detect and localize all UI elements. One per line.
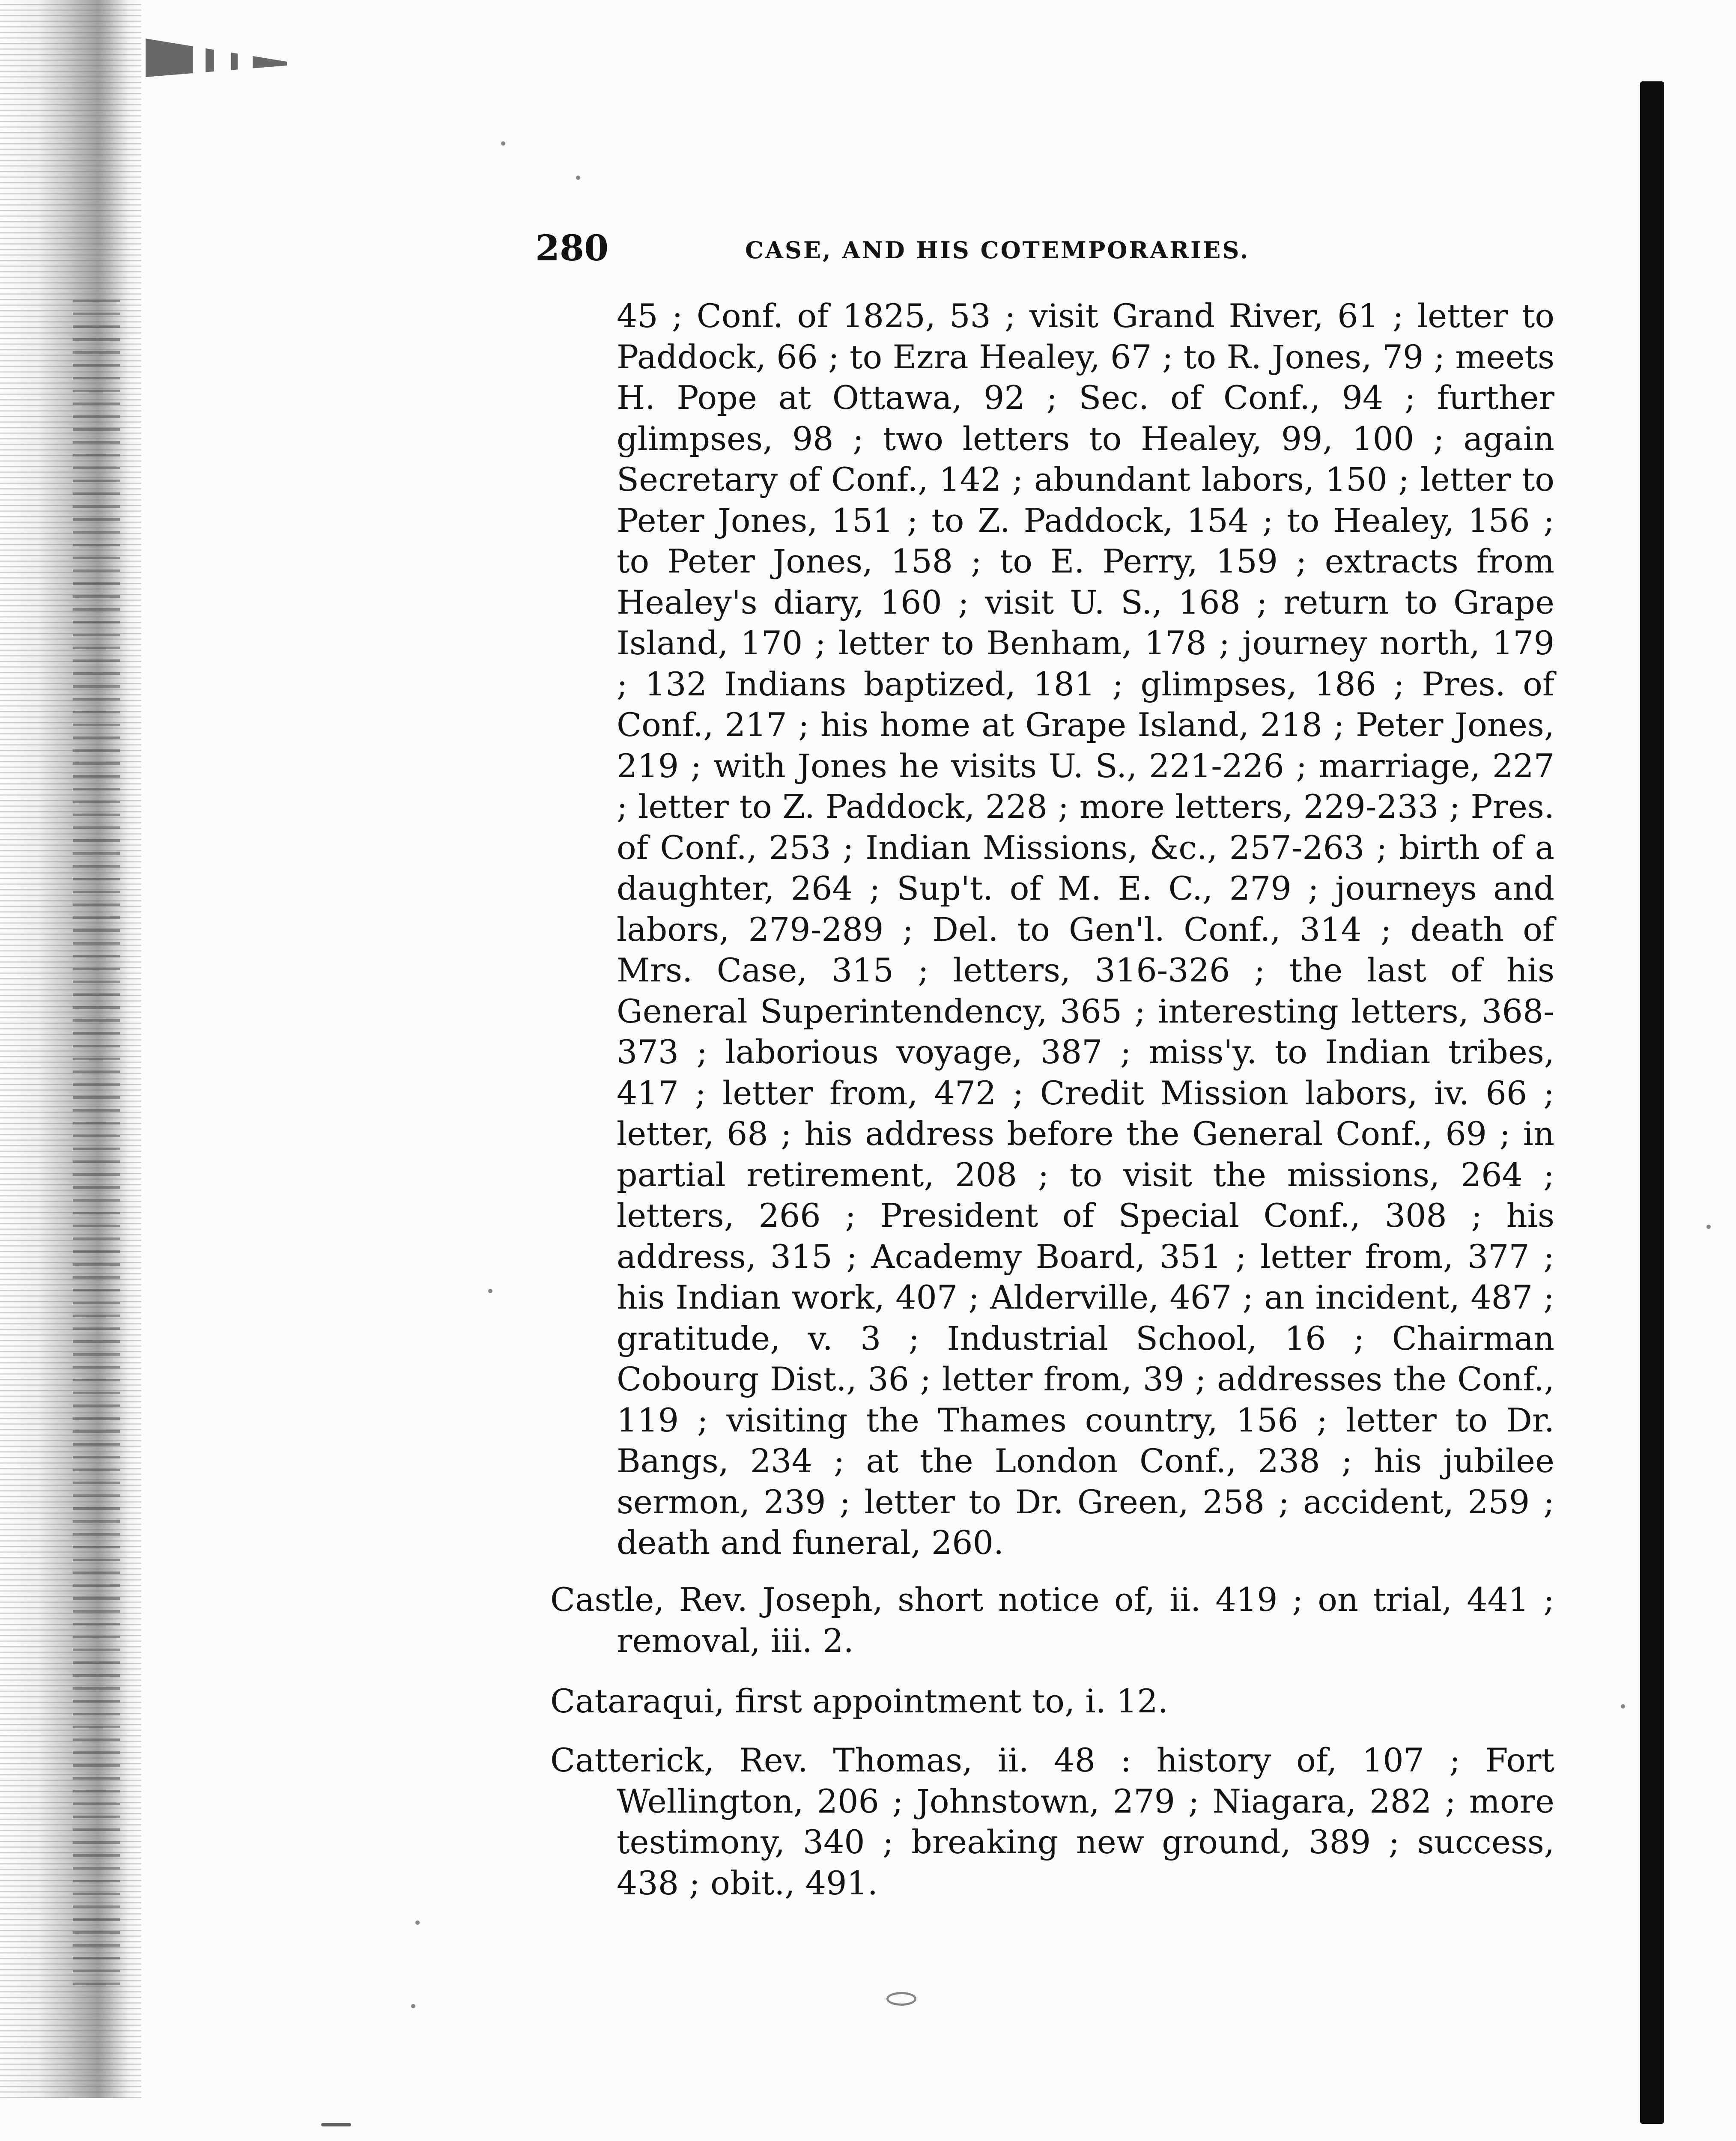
- index-entry-cataraqui: Cataraqui, first appointment to, i. 12.: [550, 1682, 1168, 1720]
- scan-speck: [576, 176, 580, 180]
- printer-ornament: [886, 1992, 916, 2006]
- scan-corner-mark: [146, 39, 287, 77]
- page-number: 280: [535, 228, 609, 269]
- index-entry-castle: Castle, Rev. Joseph, short notice of, ii. 419 ; on trial, 441 ; removal, iii. 2.: [550, 1580, 1554, 1660]
- scan-edge-shadow: [0, 0, 141, 2098]
- running-head: [535, 225, 1327, 272]
- scan-speck: [1621, 1704, 1625, 1709]
- scan-speck: [488, 1289, 492, 1293]
- scan-speck: [501, 141, 505, 146]
- scan-speck: [411, 2004, 415, 2008]
- scan-dash: [321, 2123, 351, 2126]
- running-title: CASE, AND HIS COTEMPORARIES.: [745, 236, 1250, 264]
- scan-speck: [1706, 1225, 1711, 1229]
- scan-right-edge-bar: [1640, 81, 1664, 2124]
- index-entry-catterick: Catterick, Rev. Thomas, ii. 48 : history of, 107 ; Fort Wellington, 206 ; Johnstown, 279 ; Niagara, 282 ; more testimony, 340 ; breaking new ground, 389 ; success, 438 ; obit., 491.: [550, 1741, 1554, 1902]
- scan-speck: [415, 1920, 420, 1925]
- index-entry-case-continuation: 45 ; Conf. of 1825, 53 ; visit Grand River, 61 ; letter to Paddock, 66 ; to Ezra Healey, 67 ; to R. Jones, 79 ; meets H. Pope at Ottawa, 92 ; Sec. of Conf., 94 ; further glimpses, 98 ; two letters to Healey, 99, 100 ; again Secretary of Conf., 142 ; abundant labors, 150 ; letter to Peter Jones, 151 ; to Z. Paddock, 154 ; to Healey, 156 ; to Peter Jones, 158 ; to E. Perry, 159 ; extracts from Healey's diary, 160 ; visit U. S., 168 ; return to Grape Island, 170 ; letter to Benham, 178 ; journey north, 179 ; 132 Indians baptized, 181 ; glimpses, 186 ; Pres. of Conf., 217 ; his home at Grape Island, 218 ; Peter Jones, 219 ; with Jones he visits U. S., 221-226 ; marriage, 227 ; letter to Z. Paddock, 228 ; more letters, 229-233 ; Pres. of Conf., 253 ; Indian Missions, &c., 257-263 ; birth of a daughter, 264 ; Sup't. of M. E. C., 279 ; journeys and labors, 279-289 ; Del. to Gen'l. Conf., 314 ; death of Mrs. Case, 315 ; letters, 316-326 ; the last of his General Superintendency, 365 ; interesting letters, 368-373 ; laborious voyage, 387 ; miss'y. to Indian tribes, 417 ; letter from, 472 ; Credit Mission labors, iv. 66 ; letter, 68 ; his address before the General Conf., 69 ; in partial retirement, 208 ; to visit the missions, 264 ; letters, 266 ; President of Special Conf., 308 ; his address, 315 ; Academy Board, 351 ; letter from, 377 ; his Indian work, 407 ; Alderville, 467 ; an incident, 487 ; gratitude, v. 3 ; Industrial School, 16 ; Chairman Cobourg Dist., 36 ; letter from, 39 ; addresses the Conf., 119 ; visiting the Thames country, 156 ; letter to Dr. Bangs, 234 ; at the London Conf., 238 ; his jubilee sermon, 239 ; letter to Dr. Green, 258 ; accident, 259 ; death and funeral, 260.: [617, 297, 1554, 1562]
